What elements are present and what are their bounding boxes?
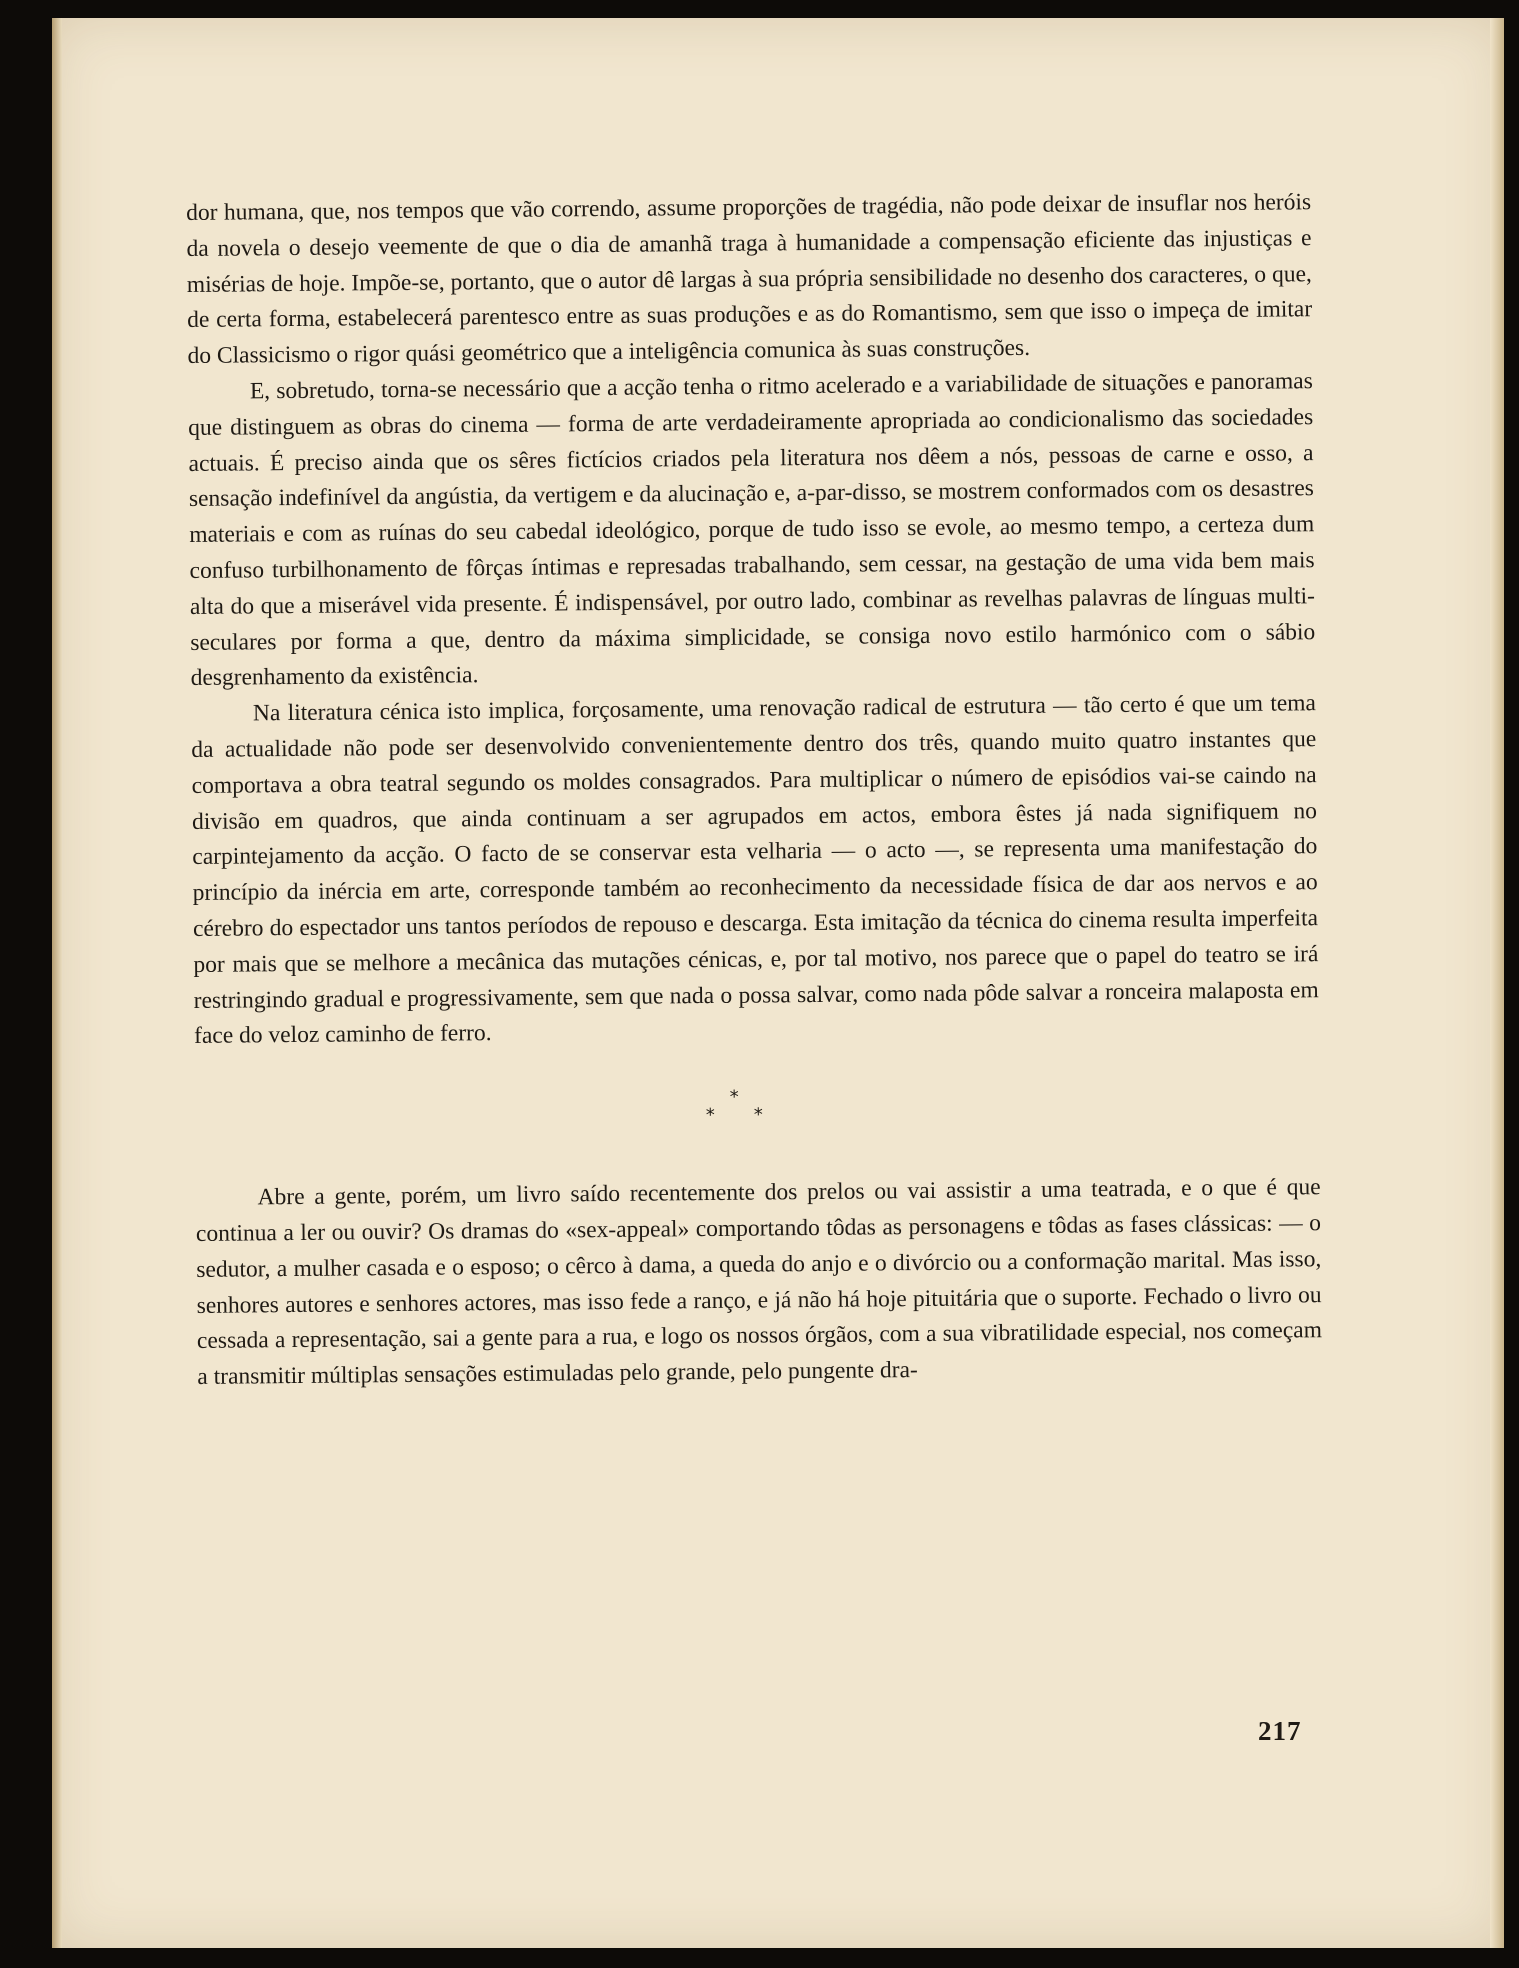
- page-edge: [1490, 18, 1504, 1948]
- paragraph: Abre a gente, porém, um livro saído recentemente dos prelos ou vai assistir a uma teatrada, e o que é que continua a ler ou ouvir? Os dramas do «sex-appeal» comportando tôdas as personagens e tôdas as fases clássicas: — o sedutor, a mulher casada e o esposo; o cêrco à dama, a queda do anjo e o divórcio ou a conformação marital. Mas isso, senhores autores e senhores actores, mas isso fede a ranço, e já não há hoje pituitária que o suporte. Fechado o livro ou cessada a representação, sai a gente para a rua, e logo os nossos órgãos, com a sua vibratilidade especial, nos começam a transmitir múltiplas sensações estimuladas pelo grande, pelo pungente dra-: [195, 1174, 1323, 1391]
- paragraph-continuation: dor humana, que, nos tempos que vão correndo, assume proporções de tragédia, não pode deixar de insuflar nos heróis da novela o desejo veemente de que o dia de amanhã traga à humanidade a compensação eficiente das injustiças e misérias de hoje. Impõe-se, portanto, que o autor dê largas à sua própria sensibilidade no desenho dos caracteres, o que, de certa forma, estabelecerá parentesco entre as suas produções e as do Romantismo, sem que isso o impeça de imitar do Classicismo o rigor quási geométrico que a inteligência comunica às suas construções.: [186, 189, 1313, 370]
- binding-gutter: [52, 18, 62, 1948]
- asterisk: *: [729, 1086, 739, 1108]
- asterisk: *: [753, 1104, 763, 1126]
- paragraph: E, sobretudo, torna-se necessário que a acção tenha o ritmo acelerado e a variabilidade de situações e panoramas que distinguem as obras do cinema — forma de arte verdadeiramente apropriada ao condicionalismo das sociedades actuais. É preciso ainda que os sêres fictícios criados pela literatura nos dêem a nós, pessoas de carne e osso, a sensação indefinível da angústia, da vertigem e da alucinação e, a-par-disso, se mostrem conformados com os desastres materiais e com as ruínas do seu cabedal ideológico, porque de tudo isso se evole, ao mesmo tempo, a certeza dum confuso turbilhonamento de fôrças íntimas e represadas trabalhando, sem cessar, na gestação de uma vida bem mais alta do que a miserável vida presente. É indispensável, por outro lado, combinar as revelhas palavras de línguas multi-seculares por forma a que, dentro da máxima simplicidade, se consiga novo estilo harmónico com o sábio desgrenhamento da existência.: [188, 368, 1316, 692]
- body-text: [186, 185, 1322, 1396]
- section-break-asterism: [194, 1066, 1320, 1147]
- page-number: 217: [1258, 1716, 1302, 1746]
- asterisk: *: [705, 1105, 715, 1127]
- paragraph: Na literatura cénica isto implica, forçosamente, uma renovação radical de estrutura — tão certo é que um tema da actualidade não pode ser desenvolvido convenientemente dentro dos três, quando muito quatro instantes que comportava a obra teatral segundo os moldes consagrados. Para multiplicar o número de episódios vai-se caindo na divisão em quadros, que ainda continuam a ser agrupados em actos, embora êstes já nada signifiquem no carpintejamento da acção. O facto de se conservar esta velharia — o acto —, se representa uma manifestação do princípio da inércia em arte, corresponde também ao reconhecimento da necessidade física de dar aos nervos e ao cérebro do espectador uns tantos períodos de repouso e descarga. Esta imitação da técnica do cinema resulta imperfeita por mais que se melhore a mecânica das mutações cénicas, e, por tal motivo, nos parece que o papel do teatro se irá restringindo gradual e progressivamente, sem que nada o possa salvar, como nada pôde salvar a ronceira malaposta em face do veloz caminho de ferro.: [191, 690, 1319, 1050]
